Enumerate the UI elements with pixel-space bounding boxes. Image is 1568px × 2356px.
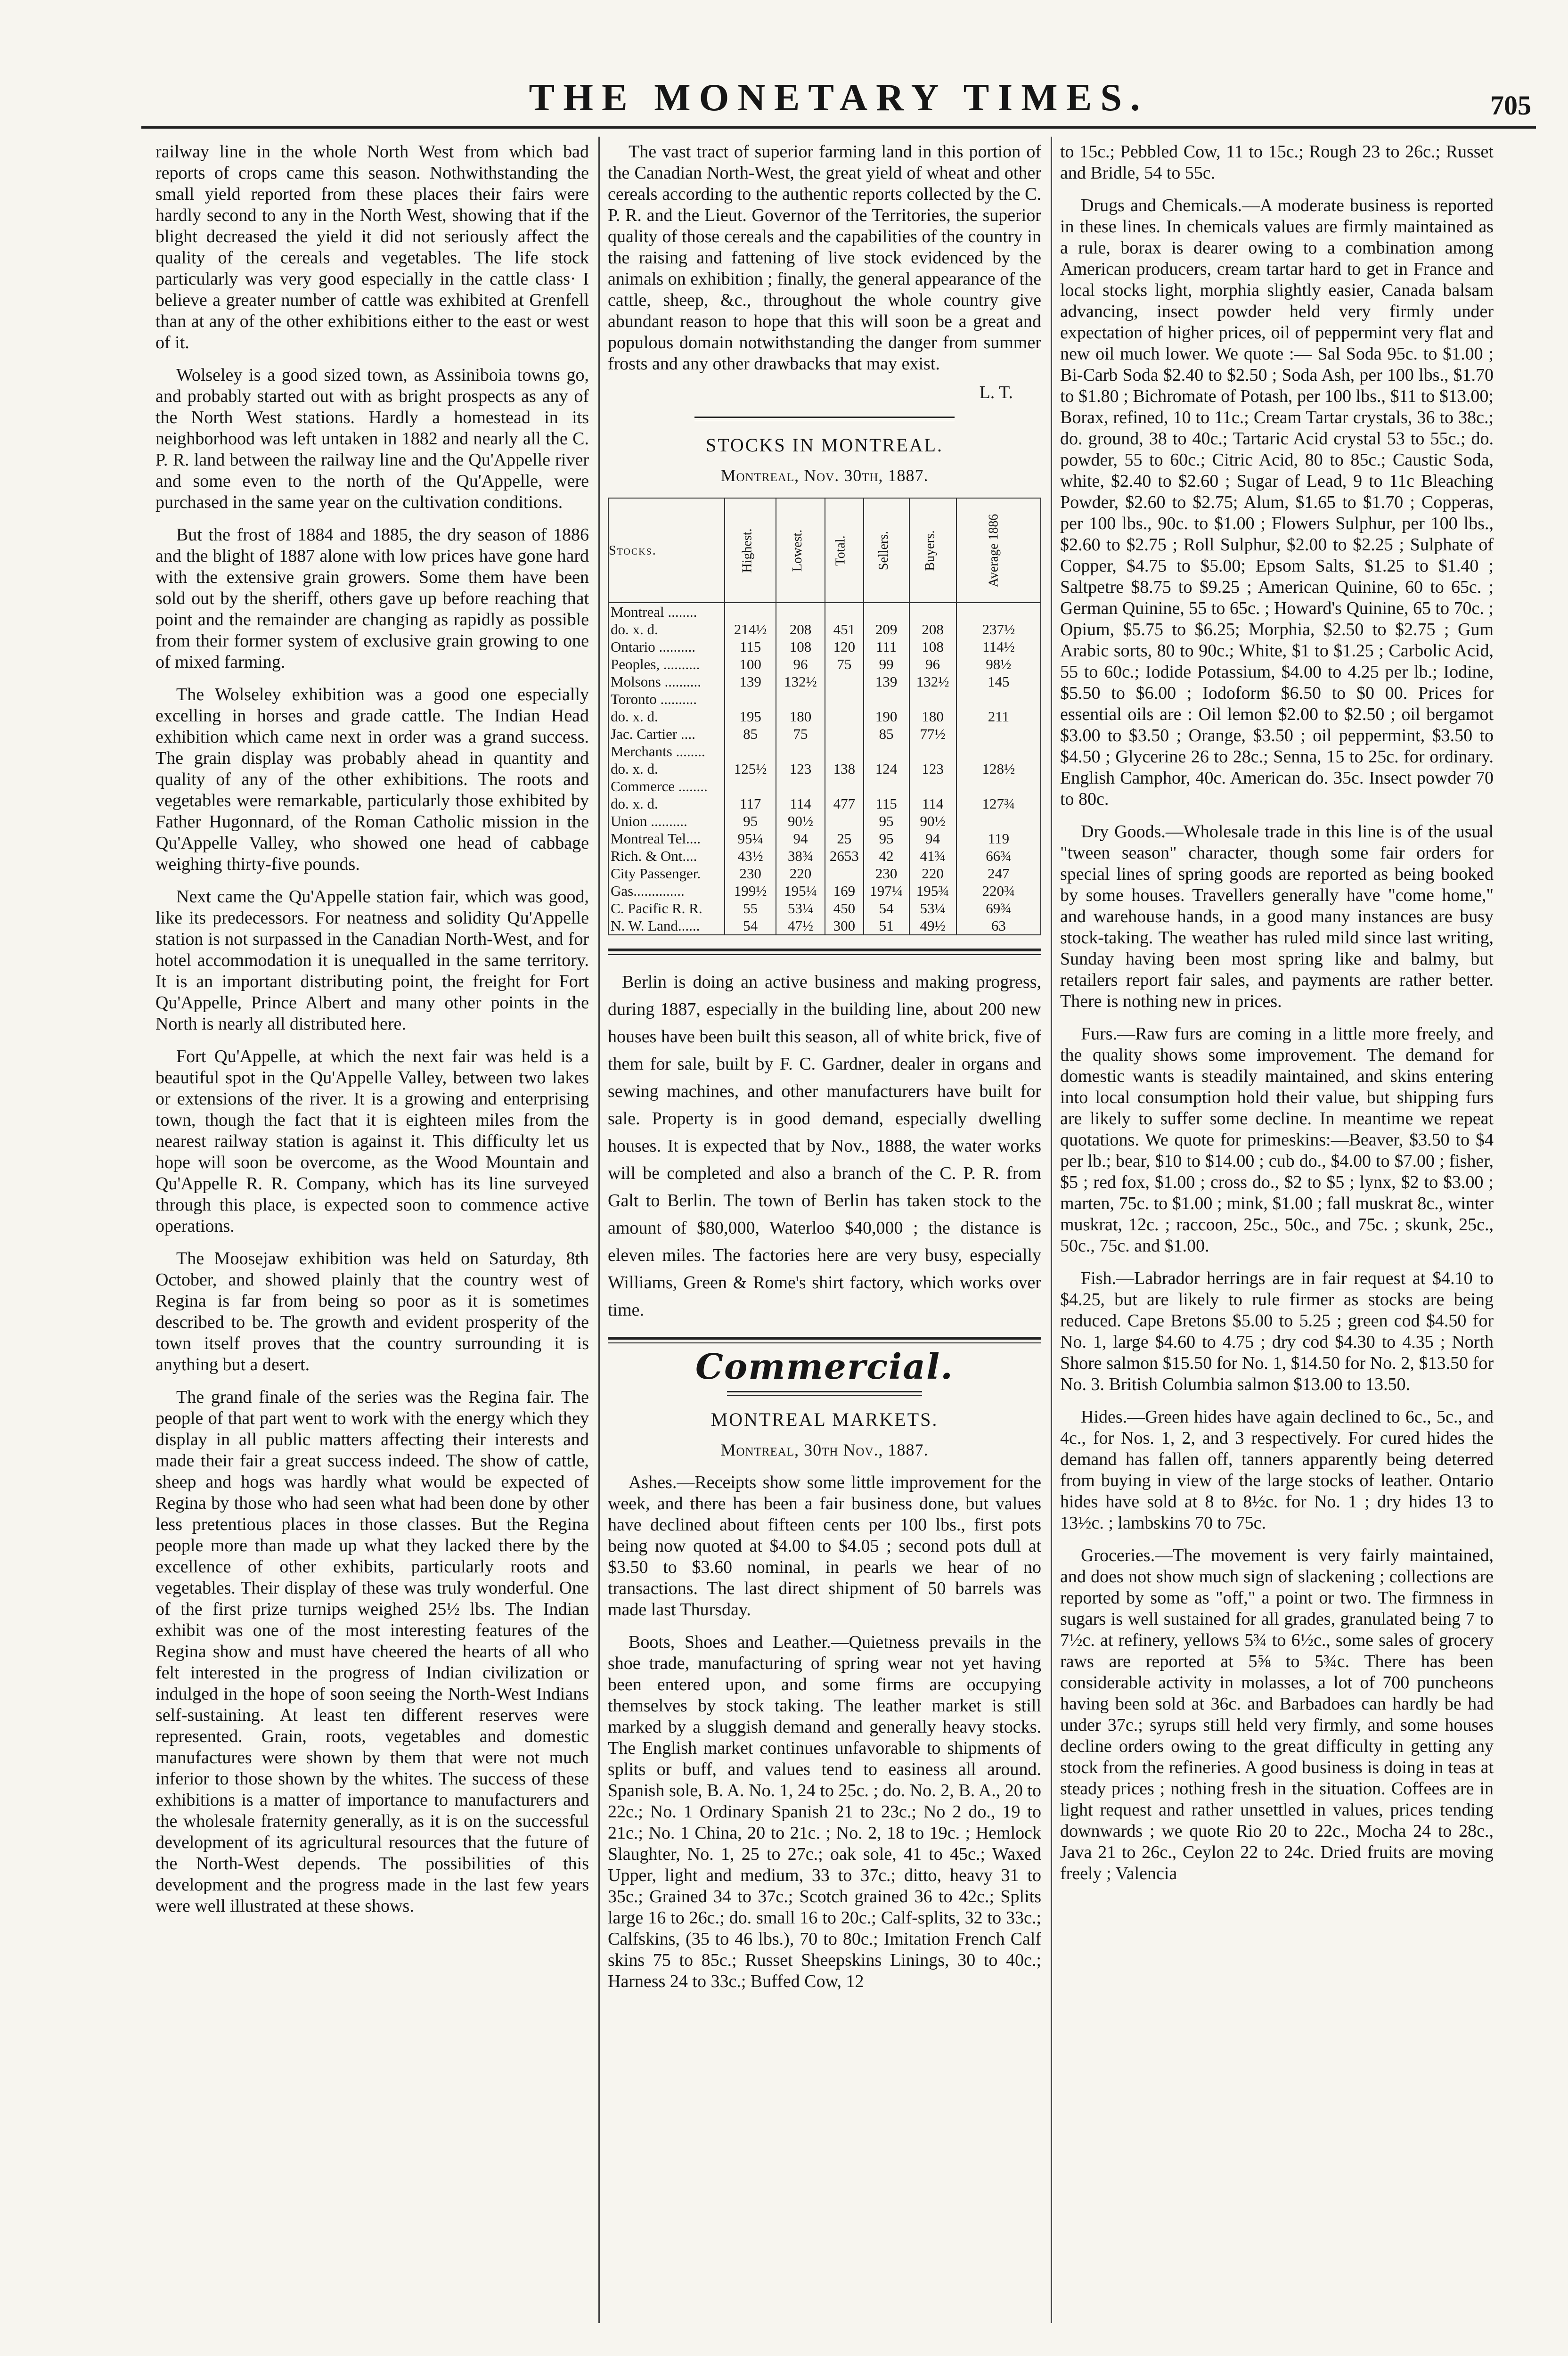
stock-name-cell: Gas.............. (608, 882, 725, 900)
table-cell: 117 (725, 795, 776, 812)
table-cell: 139 (725, 673, 776, 690)
table-cell: 96 (776, 655, 825, 673)
table-cell: 220 (776, 865, 825, 882)
page-number: 705 (1490, 90, 1531, 121)
market-paragraph-drugs: Drugs and Chemicals.—A moderate business is reported in these lines. In chemicals values are firmly maintained as a rule, borax is dearer owing to a combination among American producers, cream tartar hard to get in France and local stocks light, morphia slightly easier, Canada balsam advancing, insect powder held very firmly under expectation of higher prices, oil of peppermint very flat and new oil much lower. We quote :— Sal Soda 95c. to $1.00 ; Bi-Carb Soda $2.40 to $2.50 ; Soda Ash, per 100 lbs., $1.70 to $1.80 ; Bichromate of Potash, per 100 lbs., $11 to $13.00; Borax, refined, 10 to 11c.; Cream Tartar crystals, 36 to 38c.; do. ground, 38 to 40c.; Tartaric Acid crystal 53 to 55c.; do. powder, 55 to 60c.; Citric Acid, 80 to 85c.; Caustic Soda, white, $2.40 to $2.60 ; Sugar of Lead, 9 to 11c Bleaching Powder, $2.60 to $2.75; Alum, $1.65 to $1.70 ; Copperas, per 100 lbs., 90c. to $1.00 ; Flowers Sulphur, per 100 lbs., $2.60 to $2.75 ; Roll Sulphur, $2.00 to $2.25 ; Sulphate of Copper, $4.75 to $5.00; Epsom Salts, $1.25 to $1.40 ; Saltpetre $8.75 to $9.25 ; American Quinine, 60 to 65c. ; German Quinine, 55 to 65c. ; Howard's Quinine, 65 to 70c. ; Opium, $5.75 to $6.25; Morphia, $2.50 to $2.75 ; Gum Arabic sorts, 80 to 90c.; White, $1 to $1.25 ; Carbolic Acid, 55 to 60c.; Iodide Potassium, $4.00 to 4.25 per lb.; Iodine, $5.50 to $6.00 ; Iodoform $6.50 to $0 00. Prices for essential oils are : Oil lemon $2.00 to $2.50 ; oil bergamot $3.00 to $3.50 ; Orange, $3.50 ; oil peppermint, $3.50 to $4.50 ; Glycerine 26 to 28c.; Senna, 15 to 25c. for ordinary. English Camphor, 40c. American do. 35c. Insect powder 70 to 80c. (1060, 196, 1494, 809)
article-paragraph: Wolseley is a good sized town, as Assiniboia towns go, and probably started out with as bright prospects as any of the North West stations. Hardly a homestead in its neighborhood was left untaken in 1882 and nearly all the C. P. R. land between the railway line and the Qu'Appelle river and some even to the north of the Qu'Appelle, were purchased in the same year on the cultivation conditions. (155, 365, 589, 512)
table-header-row (608, 498, 1041, 603)
column-header: Stocks. (608, 498, 725, 603)
table-cell (864, 777, 909, 795)
section-separator (694, 417, 955, 421)
stock-name-cell: Union .......... (608, 812, 725, 830)
table-row (608, 743, 1041, 760)
table-row (608, 777, 1041, 795)
table-cell: 195¼ (776, 882, 825, 900)
table-cell: 94 (909, 830, 956, 847)
table-cell (776, 690, 825, 708)
table-cell: 195¾ (909, 882, 956, 900)
header-rule (141, 126, 1536, 129)
article-paragraph: The Moosejaw exhibition was held on Saturday, 8th October, and showed plainly that the country west of Regina is far from being so poor as it is sometimes described to be. The growth and evident prosperity of the town itself proves that the country surrounding it is anything but a desert. (155, 1249, 589, 1374)
column-header: Lowest. (776, 498, 825, 603)
column-header: Total. (825, 498, 864, 603)
table-row (608, 673, 1041, 690)
table-cell (909, 777, 956, 795)
article-paragraph: railway line in the whole North West from which bad reports of crops came this season. Nothwithstanding the small yield reported from these places their fairs were hardly second to any in the North West, showing that if the blight decreased the yield it did not seriously affect the quality of the cereals and vegetables. The life stock particularly was very good especially in the cattle class· I believe a greater number of cattle was exhibited at Grenfell than at any of the other exhibitions either to the east or west of it. (155, 142, 589, 352)
table-cell: 90½ (776, 812, 825, 830)
table-cell: 53¼ (776, 900, 825, 917)
table-cell: 54 (864, 900, 909, 917)
table-cell: 108 (909, 638, 956, 655)
table-cell: 477 (825, 795, 864, 812)
stock-name-cell: do. x. d. (608, 795, 725, 812)
market-paragraph-dry-goods: Dry Goods.—Wholesale trade in this line is of the usual "tween season" character, though some fair orders for special lines of spring goods are reported as being booked by some houses. Travellers generally have "come home," and warehouse hands, in a good many instances are busy stock-taking. The weather has ruled mild since last writing, Sunday having been most spring like and balmy, but retailers report fair sales, and payments are rather better. There is nothing new in prices. (1060, 822, 1494, 1011)
table-cell: 214½ (725, 621, 776, 638)
table-cell: 119 (956, 830, 1041, 847)
column-divider (598, 137, 600, 2323)
table-cell: 211 (956, 708, 1041, 725)
table-row (608, 900, 1041, 917)
table-cell (825, 673, 864, 690)
stocks-dateline: Montreal, Nov. 30th, 1887. (720, 466, 929, 485)
market-paragraph-furs: Furs.—Raw furs are coming in a little more freely, and the quality shows some improvement. The demand for domestic wants is steadily maintained, and skins entering into local consumption hold their value, but shipping furs are likely to suffer some decline. In meantime we repeat quotations. We quote for primeskins:—Beaver, $3.50 to $4 per lb.; bear, $10 to $14.00 ; cub do., $4.00 to $7.00 ; fisher, $5 ; red fox, $1.00 ; cross do., $2 to $5 ; lynx, $2 to $3.00 ; marten, 75c. to $1.00 ; mink, $1.00 ; fall muskrat 8c., winter muskrat, 12c. ; raccoon, 25c., 50c., and 75c. ; skunk, 25c., 50c., 75c. and $1.00. (1060, 1024, 1494, 1256)
table-cell: 95 (864, 812, 909, 830)
stock-name-cell: Montreal ........ (608, 603, 725, 621)
table-cell: 99 (864, 655, 909, 673)
table-cell (725, 603, 776, 621)
section-separator (608, 1337, 1041, 1343)
stock-name-cell: Molsons .......... (608, 673, 725, 690)
table-cell: 197¼ (864, 882, 909, 900)
table-cell: 25 (825, 830, 864, 847)
markets-title: MONTREAL MARKETS. (710, 1409, 939, 1430)
table-cell: 139 (864, 673, 909, 690)
table-cell: 95 (864, 830, 909, 847)
table-cell: 138 (825, 760, 864, 777)
stocks-title: STOCKS IN MONTREAL. (705, 434, 944, 456)
table-cell (825, 690, 864, 708)
table-cell (909, 690, 956, 708)
table-cell: 451 (825, 621, 864, 638)
column-header: Average 1886 (956, 498, 1041, 603)
table-cell (956, 690, 1041, 708)
table-cell: 128½ (956, 760, 1041, 777)
stock-name-cell: Rich. & Ont.... (608, 847, 725, 865)
table-row (608, 917, 1041, 935)
market-paragraph: to 15c.; Pebbled Cow, 11 to 15c.; Rough 23 to 26c.; Russet and Bridle, 54 to 55c. (1060, 142, 1494, 183)
table-cell (776, 777, 825, 795)
article-paragraph: Next came the Qu'Appelle station fair, which was good, like its predecessors. For neatness and solidity Qu'Appelle station is not surpassed in the Canadian North-West, and for hotel accommodation it is unequalled in the same territory. It is an important distributing point, the freight for Fort Qu'Appelle, Prince Albert and many other points in the North is nearly all distributed here. (155, 887, 589, 1034)
table-cell (825, 777, 864, 795)
table-cell: 111 (864, 638, 909, 655)
berlin-article (608, 968, 1041, 1324)
table-cell: 127¾ (956, 795, 1041, 812)
table-cell: 42 (864, 847, 909, 865)
stocks-table (608, 498, 1041, 935)
article-paragraph: The Wolseley exhibition was a good one especially excelling in horses and grade cattle. The Indian Head exhibition which came next in order was a grand success. The grain display was probably ahead in quantity and quality of any of the other exhibitions. The roots and vegetables were remarkable, particularly those exhibited by Father Hugonnard, of the Roman Catholic mission in the Qu'Appelle Valley, who showed one head of cabbage weighing thirty-five pounds. (155, 685, 589, 874)
table-cell: 190 (864, 708, 909, 725)
table-cell (956, 603, 1041, 621)
column-header: Sellers. (864, 498, 909, 603)
market-paragraph-boots: Boots, Shoes and Leather.—Quietness prevails in the shoe trade, manufacturing of spring wear not yet having been entered upon, and some firms are occupying themselves by stock taking. The leather market is still marked by a sluggish demand and generally heavy stocks. The English market continues unfavorable to shipments of splits or buff, and values tend to easiness all around. Spanish sole, B. A. No. 1, 24 to 25c. ; do. No. 2, B. A., 20 to 22c.; No. 1 Ordinary Spanish 21 to 23c.; No 2 do., 19 to 21c.; No. 1 China, 20 to 21c. ; No. 2, 18 to 19c. ; Hemlock Slaughter, No. 1, 25 to 27c.; oak sole, 41 to 45c.; Waxed Upper, light and medium, 33 to 37c.; ditto, heavy 31 to 35c.; Grained 34 to 37c.; Scotch grained 36 to 42c.; Splits large 16 to 26c.; do. small 16 to 20c.; Calf-splits, 32 to 33c.; Calfskins, (35 to 46 lbs.), 70 to 80c.; Imitation French Calf skins 75 to 85c.; Russet Sheepskins Linings, 30 to 40c.; Harness 24 to 33c.; Buffed Cow, 12 (608, 1632, 1041, 1991)
table-cell (956, 743, 1041, 760)
stock-name-cell: C. Pacific R. R. (608, 900, 725, 917)
table-cell (864, 603, 909, 621)
table-cell: 75 (776, 725, 825, 743)
table-cell (825, 725, 864, 743)
masthead: THE MONETARY TIMES. (529, 76, 1149, 119)
table-row (608, 865, 1041, 882)
section-separator (727, 1391, 922, 1396)
stock-name-cell: Merchants ........ (608, 743, 725, 760)
table-row (608, 621, 1041, 638)
table-row (608, 830, 1041, 847)
table-cell: 85 (864, 725, 909, 743)
market-paragraph-groceries: Groceries.—The movement is very fairly maintained, and does not show much sign of slackening ; collections are reported by some as "off," a point or two. The firmness in sugars is well sustained for all grades, granulated being 7 to 7½c. at refinery, yellows 5¾ to 6½c., some sales of grocery raws are reported at 5⅝ to 5¾c. There has been considerable activity in molasses, a lot of 700 puncheons having been sold at 36c. and Barbadoes can hardly be had under 37c.; syrups still held very firmly, and some houses decline orders owing to the great difficulty in getting any stock from the refineries. A good business is doing in teas at steady prices ; nothing fresh in the situation. Coffees are in light request and rather unsettled in values, prices tending downwards ; we quote Rio 20 to 22c., Mocha 24 to 28c., Java 21 to 26c., Ceylon 22 to 24c. Dried fruits are moving freely ; Valencia (1060, 1546, 1494, 1883)
table-cell (864, 743, 909, 760)
table-cell: 53¼ (909, 900, 956, 917)
stock-name-cell: do. x. d. (608, 708, 725, 725)
table-cell: 124 (864, 760, 909, 777)
table-cell: 220¾ (956, 882, 1041, 900)
stock-name-cell: Jac. Cartier .... (608, 725, 725, 743)
table-row (608, 690, 1041, 708)
table-cell: 169 (825, 882, 864, 900)
table-row (608, 638, 1041, 655)
table-cell: 209 (864, 621, 909, 638)
table-cell: 450 (825, 900, 864, 917)
table-cell: 51 (864, 917, 909, 935)
table-cell: 85 (725, 725, 776, 743)
table-cell: 114½ (956, 638, 1041, 655)
market-paragraph-hides: Hides.—Green hides have again declined to 6c., 5c., and 4c., for Nos. 1, 2, and 3 respectively. For cured hides the demand has fallen off, tanners apparently being deterred from buying in view of the large stocks of leather. Ontario hides have sold at 8 to 8½c. for No. 1 ; dry hides 13 to 13½c. ; lambskins 70 to 75c. (1060, 1407, 1494, 1533)
table-row (608, 812, 1041, 830)
table-cell: 220 (909, 865, 956, 882)
table-cell: 2653 (825, 847, 864, 865)
article-paragraph: The vast tract of superior farming land in this portion of the Canadian North-West, the great yield of wheat and other cereals according to the authentic reports collected by the C. P. R. and the Lieut. Governor of the Territories, the superior quality of those cereals and the capabilities of the country in the raising and fattening of live stock evidenced by the animals on exhibition ; finally, the general appearance of the cattle, sheep, &c., throughout the whole country give abundant reason to hope that this will soon be a great and populous domain notwithstanding the danger from summer frosts and any other drawbacks that may exist. (608, 142, 1041, 374)
table-cell: 77½ (909, 725, 956, 743)
table-cell (825, 865, 864, 882)
table-row (608, 882, 1041, 900)
table-cell: 69¾ (956, 900, 1041, 917)
table-cell: 98½ (956, 655, 1041, 673)
article-paragraph: Berlin is doing an active business and making progress, during 1887, especially in the building line, about 200 new houses have been built this season, all of white brick, five of them for sale, built by F. C. Gardner, dealer in organs and sewing machines, and other manufacturers have built for sale. Property is in good demand, especially dwelling houses. It is expected that by Nov., 1888, the water works will be completed and also a branch of the C. P. R. from Galt to Berlin. The town of Berlin has taken stock to the amount of $80,000, Waterloo $40,000 ; the distance is eleven miles. The factories here are very busy, especially Williams, Green & Rome's shirt factory, which works over time. (608, 972, 1041, 1320)
article-paragraph: But the frost of 1884 and 1885, the dry season of 1886 and the blight of 1887 alone with low prices have gone hard with the extensive grain growers. Some them have been sold out by the sheriff, others gave up before reaching that point and the remainder are changing as rapidly as possible from their former system of exclusive grain growing to one of mixed farming. (155, 525, 589, 672)
table-cell: 115 (725, 638, 776, 655)
table-cell (776, 743, 825, 760)
table-cell (864, 690, 909, 708)
table-cell (909, 743, 956, 760)
table-cell: 125½ (725, 760, 776, 777)
table-cell (776, 603, 825, 621)
table-cell: 208 (776, 621, 825, 638)
table-cell: 195 (725, 708, 776, 725)
table-cell: 95¼ (725, 830, 776, 847)
table-cell (725, 777, 776, 795)
stock-name-cell: do. x. d. (608, 760, 725, 777)
stock-name-cell: Montreal Tel.... (608, 830, 725, 847)
stock-name-cell: City Passenger. (608, 865, 725, 882)
table-cell: 96 (909, 655, 956, 673)
table-cell: 114 (909, 795, 956, 812)
table-cell: 100 (725, 655, 776, 673)
table-cell: 145 (956, 673, 1041, 690)
table-cell: 55 (725, 900, 776, 917)
table-cell: 114 (776, 795, 825, 812)
article-paragraph: Fort Qu'Appelle, at which the next fair was held is a beautiful spot in the Qu'Appelle Valley, between two lakes or extensions of the river. It is a growing and enterprising town, though the fact that it is eighteen miles from the nearest railway station is against it. This difficulty let us hope will soon be overcome, as the Wood Mountain and Qu'Appelle R. R. Company, which has its line surveyed through this place, is expected soon to commence active operations. (155, 1047, 589, 1236)
table-cell: 120 (825, 638, 864, 655)
table-cell: 199½ (725, 882, 776, 900)
column-3 (1060, 141, 1494, 2318)
table-cell: 230 (864, 865, 909, 882)
table-cell: 38¾ (776, 847, 825, 865)
markets-dateline: Montreal, 30th Nov., 1887. (720, 1440, 929, 1459)
article-paragraph: The grand finale of the series was the Regina fair. The people of that part went to work with the energy which they display in all public matters affecting their interests and made their fair a great success indeed. The show of cattle, sheep and hogs was hardly what would be expected of Regina by those who had seen what had been done by other less pretentious places in those classes. But the Regina people more than made up what they lacked there by the excellence of other exhibits, particularly roots and vegetables. Their display of these was truly wonderful. One of the first prize turnips weighed 25½ lbs. The Indian exhibit was one of the most interesting features of the Regina show and must have cheered the hearts of all who felt interested in the progress of Indian civilization or indulged in the hope of soon seeing the North-West Indians self-sustaining. At least ten different reserves were represented. Grain, roots, vegetables and domestic manufactures were shown by them that were not much inferior to those shown by the whites. The success of these exhibitions is a matter of importance to manufacturers and the wholesale fraternity generally, as it is on the successful development of its agricultural resources that the future of the North-West depends. The possibilities of this development and the progress made in the last few years were well illustrated at these shows. (155, 1387, 589, 1916)
table-cell: 132½ (776, 673, 825, 690)
column-2 (608, 141, 1041, 2318)
table-row (608, 725, 1041, 743)
stock-name-cell: Ontario .......... (608, 638, 725, 655)
table-cell (956, 725, 1041, 743)
table-cell: 180 (909, 708, 956, 725)
table-cell (956, 812, 1041, 830)
table-cell (825, 603, 864, 621)
table-cell: 123 (909, 760, 956, 777)
table-cell (725, 743, 776, 760)
table-cell: 43½ (725, 847, 776, 865)
table-cell: 47½ (776, 917, 825, 935)
table-cell: 180 (776, 708, 825, 725)
market-paragraph-fish: Fish.—Labrador herrings are in fair request at $4.10 to $4.25, but are likely to rule firmer as stocks are being reduced. Cape Bretons $5.00 to 5.25 ; green cod $4.50 for No. 1, large $4.60 to 4.75 ; dry cod $4.30 to 4.35 ; North Shore salmon $15.50 for No. 1, $14.50 for No. 2, $13.50 for No. 3. British Columbia salmon $13.00 to 13.50. (1060, 1268, 1494, 1394)
table-cell: 66¾ (956, 847, 1041, 865)
table-row (608, 603, 1041, 621)
table-cell: 132½ (909, 673, 956, 690)
table-cell: 54 (725, 917, 776, 935)
table-cell: 123 (776, 760, 825, 777)
table-row (608, 708, 1041, 725)
table-cell (825, 743, 864, 760)
section-separator (608, 949, 1041, 955)
table-cell: 300 (825, 917, 864, 935)
market-paragraph-ashes: Ashes.—Receipts show some little improvement for the week, and there has been a fair business done, but values have declined about fifteen cents per 100 lbs., first pots being now quoted at $4.00 to $4.05 ; second pots dull at $3.50 to $3.60 nominal, in pearls we hear of no transactions. The last direct shipment of 50 barrels was made last Thursday. (608, 1472, 1041, 1620)
table-cell: 230 (725, 865, 776, 882)
author-signature: L. T. (979, 383, 1013, 402)
table-row (608, 760, 1041, 777)
table-cell: 41¾ (909, 847, 956, 865)
stock-name-cell: Peoples, .......... (608, 655, 725, 673)
table-cell (909, 603, 956, 621)
column-divider (1051, 137, 1052, 2323)
table-cell: 108 (776, 638, 825, 655)
table-row (608, 655, 1041, 673)
table-cell (825, 812, 864, 830)
table-cell (725, 690, 776, 708)
table-cell: 75 (825, 655, 864, 673)
table-cell: 95 (725, 812, 776, 830)
table-row (608, 795, 1041, 812)
table-cell: 49½ (909, 917, 956, 935)
table-cell: 63 (956, 917, 1041, 935)
stock-name-cell: Toronto .......... (608, 690, 725, 708)
table-cell (956, 777, 1041, 795)
stock-name-cell: do. x. d. (608, 621, 725, 638)
table-cell: 247 (956, 865, 1041, 882)
column-1 (155, 141, 589, 2318)
table-cell: 94 (776, 830, 825, 847)
stock-name-cell: Commerce ........ (608, 777, 725, 795)
stock-name-cell: N. W. Land...... (608, 917, 725, 935)
table-cell: 115 (864, 795, 909, 812)
table-cell (825, 708, 864, 725)
column-header: Highest. (725, 498, 776, 603)
table-cell: 90½ (909, 812, 956, 830)
commercial-heading: Commercial. (695, 1347, 954, 1387)
column-header: Buyers. (909, 498, 956, 603)
table-cell: 208 (909, 621, 956, 638)
table-cell: 237½ (956, 621, 1041, 638)
page-header (141, 66, 1536, 132)
table-row (608, 847, 1041, 865)
stocks-table-body (608, 603, 1041, 935)
